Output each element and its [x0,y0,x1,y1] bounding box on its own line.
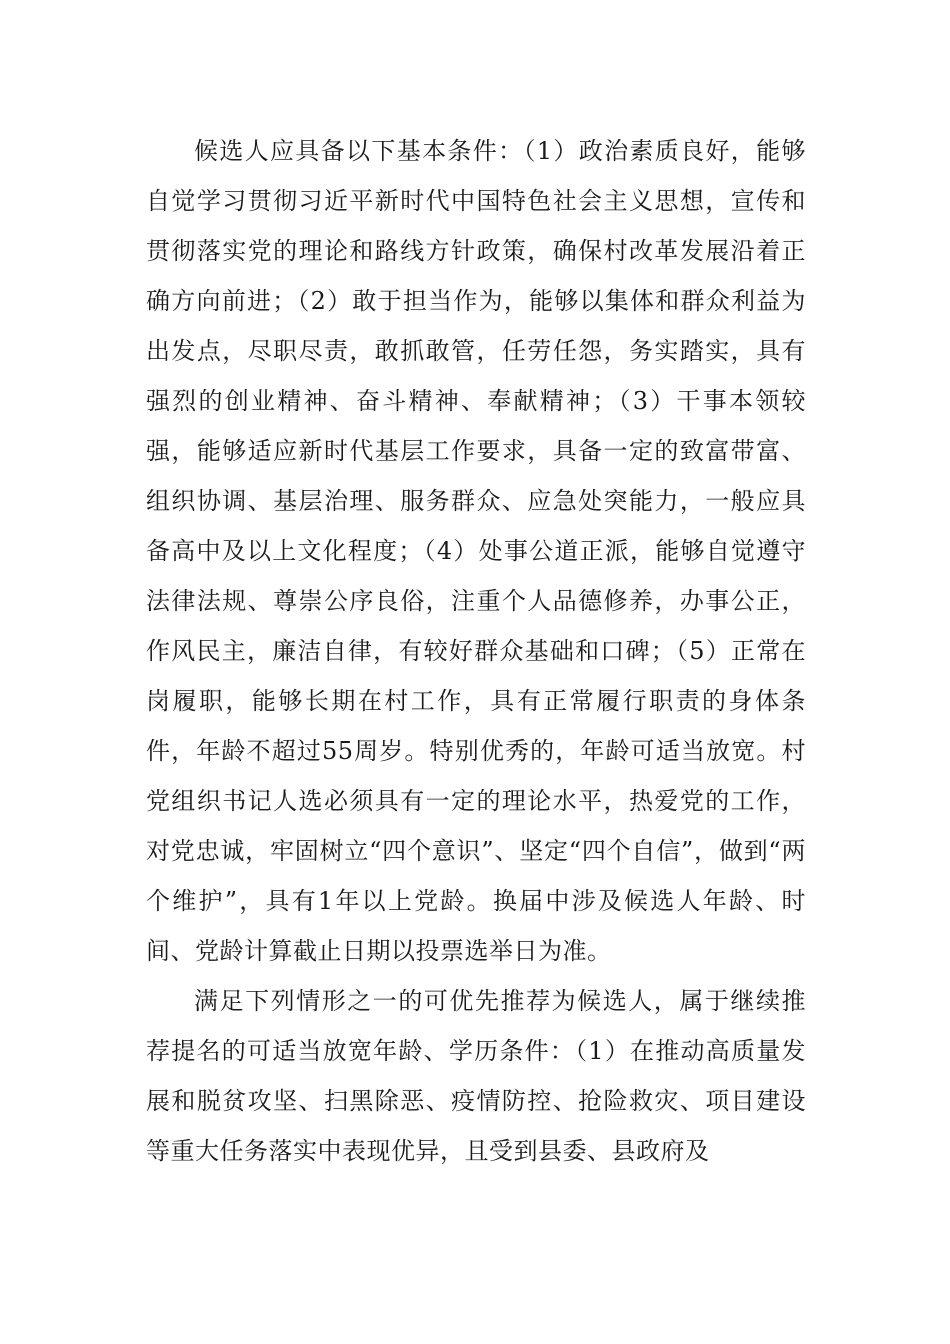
paragraph-candidate-basic-conditions: 候选人应具备以下基本条件：（1）政治素质良好，能够自觉学习贯彻习近平新时代中国特色社会主义思想，宣传和贯彻落实党的理论和路线方针政策，确保村改革发展沿着正确方向前进；（2）敢于担当作为，能够以集体和群众利益为出发点，尽职尽责，敢抓敢管，任劳任怨，务实踏实，具有强烈的创业精神、奋斗精神、奉献精神；（3）干事本领较强，能够适应新时代基层工作要求，具备一定的致富带富、组织协调、基层治理、服务群众、应急处突能力，一般应具备高中及以上文化程度；（4）处事公道正派，能够自觉遵守法律法规、尊崇公序良俗，注重个人品德修养，办事公正，作风民主，廉洁自律，有较好群众基础和口碑；（5）正常在岗履职，能够长期在村工作，具有正常履行职责的身体条件，年龄不超过55周岁。特别优秀的，年龄可适当放宽。村党组织书记人选必须具有一定的理论水平，热爱党的工作，对党忠诚，牢固树立“四个意识”、坚定“四个自信”，做到“两个维护”，具有1年以上党龄。换届中涉及候选人年龄、时间、党龄计算截止日期以投票选举日为准。 [146,137,806,965]
document-body [146,126,806,1176]
paragraph-priority-recommendation: 满足下列情形之一的可优先推荐为候选人，属于继续推荐提名的可适当放宽年龄、学历条件：（1）在推动高质量发展和脱贫攻坚、扫黑除恶、疫情防控、抢险救灾、项目建设等重大任务落实中表现优异，且受到县委、县政府及 [146,987,806,1165]
